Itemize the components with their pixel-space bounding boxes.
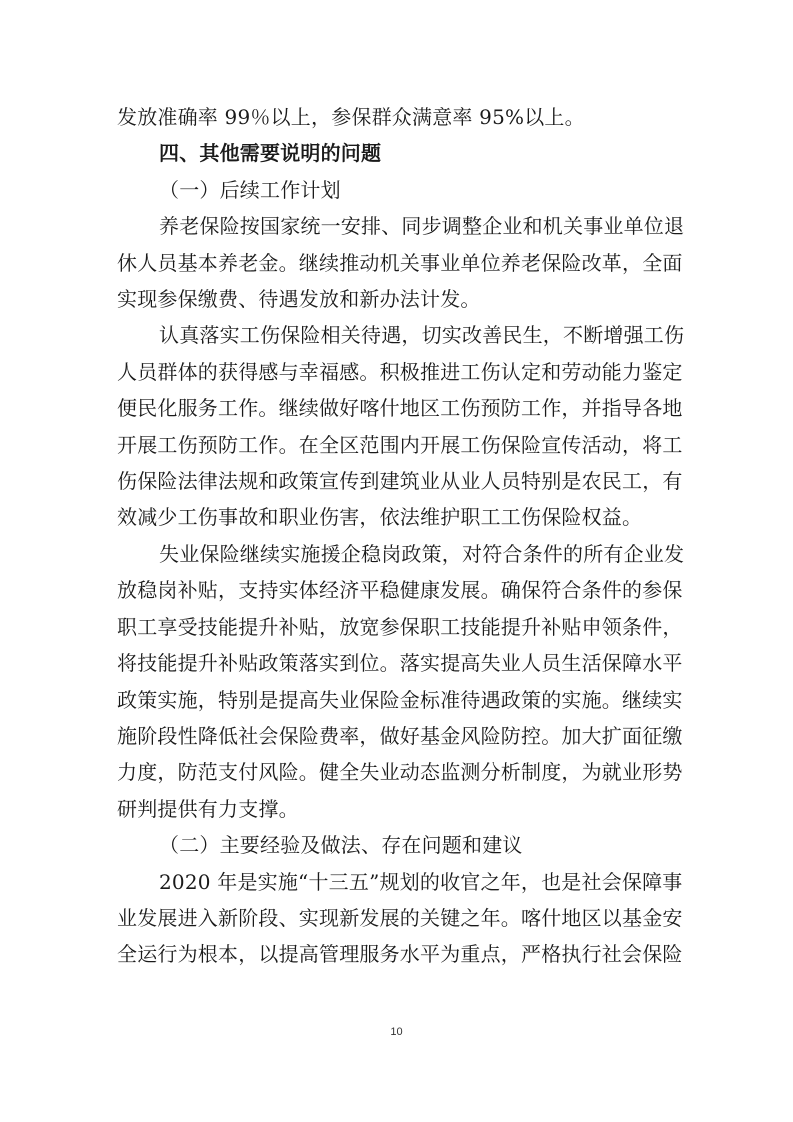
text-line: 发放准确率 99％以上，参保群众满意率 95%以上。 xyxy=(117,105,585,129)
subsection-heading xyxy=(117,827,691,863)
paragraph xyxy=(117,208,691,317)
text-line: 便民化服务工作。继续做好喀什地区工伤预防工作，并指导各地 xyxy=(117,396,683,421)
text-line: 人员群体的获得感与幸福感。积极推进工伤认定和劳动能力鉴定 xyxy=(117,359,683,384)
text-line: 四、其他需要说明的问题 xyxy=(159,141,382,166)
paragraph xyxy=(117,864,691,973)
text-line: 职工享受技能提升补贴，放宽参保职工技能提升补贴申领条件， xyxy=(117,614,683,639)
text-line: 伤保险法律法规和政策宣传到建筑业从业人员特别是农民工，有 xyxy=(117,469,683,494)
text-line: 放稳岗补贴，支持实体经济平稳健康发展。确保符合条件的参保 xyxy=(117,578,683,603)
text-line: 休人员基本养老金。继续推动机关事业单位养老保险改革，全面 xyxy=(117,250,683,275)
text-line: 施阶段性降低社会保险费率，做好基金风险防控。加大扩面征缴 xyxy=(117,723,683,748)
text-line: 失业保险继续实施援企稳岗政策，对符合条件的所有企业发 xyxy=(159,541,685,566)
text-line: （一）后续工作计划 xyxy=(159,177,341,202)
text-line: 政策实施，特别是提高失业保险金标准待遇政策的实施。继续实 xyxy=(117,687,683,712)
text-line: 2020 年是实施“十三五”规划的收官之年，也是社会保障事 xyxy=(159,869,683,894)
text-line: （二）主要经验及做法、存在问题和建议 xyxy=(159,833,523,858)
section-heading xyxy=(117,135,691,171)
text-line: 业发展进入新阶段、实现新发展的关键之年。喀什地区以基金安 xyxy=(117,905,683,930)
text-line: 认真落实工伤保险相关待遇，切实改善民生，不断增强工伤 xyxy=(159,323,685,348)
text-line: 实现参保缴费、待遇发放和新办法计发。 xyxy=(117,287,481,312)
paragraph xyxy=(117,536,691,827)
text-line: 全运行为根本，以提高管理服务水平为重点，严格执行社会保险 xyxy=(117,942,683,967)
paragraph xyxy=(117,99,691,135)
text-line: 效减少工伤事故和职业伤害，依法维护职工工伤保险权益。 xyxy=(117,505,643,530)
document-body xyxy=(117,99,691,973)
text-line: 力度，防范支付风险。健全失业动态监测分析制度，为就业形势 xyxy=(117,760,683,785)
subsection-heading xyxy=(117,172,691,208)
page-number: 10 xyxy=(390,1026,403,1038)
paragraph xyxy=(117,317,691,535)
text-line: 研判提供有力支撑。 xyxy=(117,796,299,821)
text-line: 将技能提升补贴政策落实到位。落实提高失业人员生活保障水平 xyxy=(117,651,683,676)
text-line: 养老保险按国家统一安排、同步调整企业和机关事业单位退 xyxy=(159,214,685,239)
text-line: 开展工伤预防工作。在全区范围内开展工伤保险宣传活动，将工 xyxy=(117,432,683,457)
